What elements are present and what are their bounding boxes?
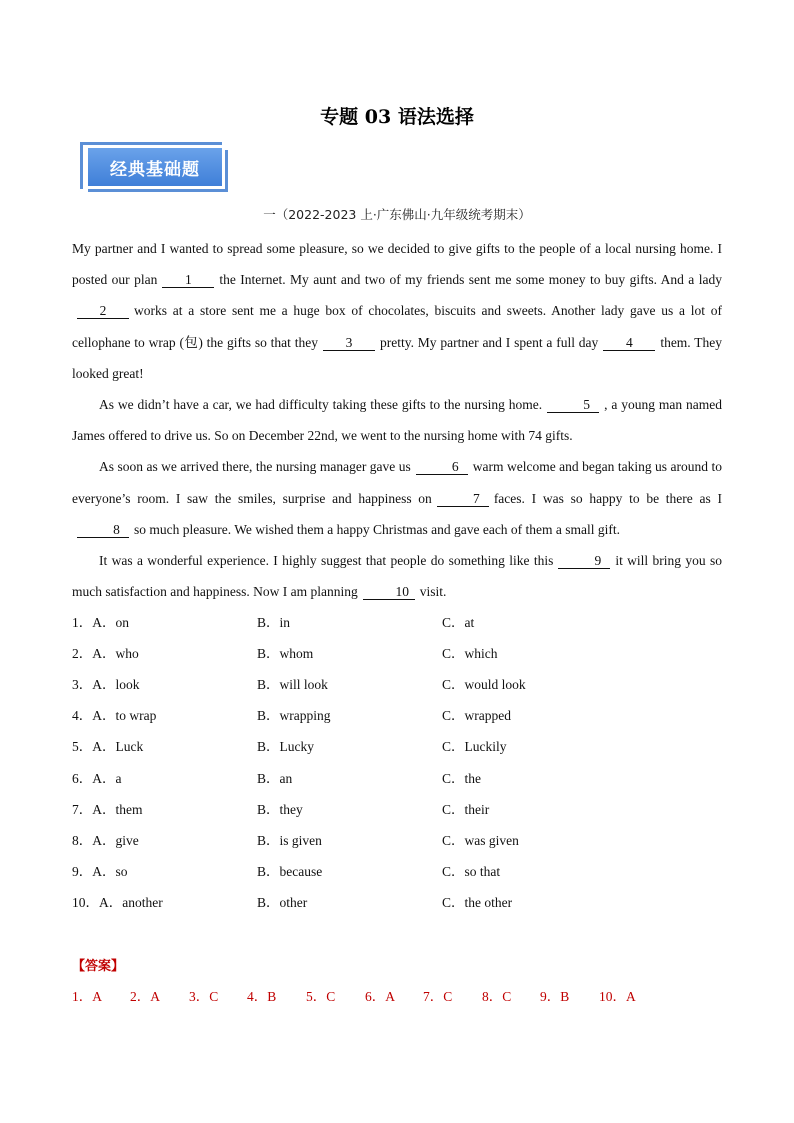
answer-item: 7．C — [423, 989, 453, 1004]
answer-item: 6．A — [365, 989, 395, 1004]
option-row-1 — [72, 605, 722, 636]
blank-5: 5 — [547, 398, 599, 413]
option-b: B．whom — [257, 645, 314, 661]
option-row-9 — [72, 855, 722, 886]
option-row-2 — [72, 636, 722, 667]
option-row-4 — [72, 699, 722, 730]
paragraph-4 — [72, 545, 722, 607]
paragraph-1 — [72, 233, 722, 389]
answer-item: 2．A — [130, 989, 160, 1004]
blank-8: 8 — [77, 523, 129, 538]
badge-label: 经典基础题 — [88, 148, 222, 186]
blank-3: 3 — [323, 336, 375, 351]
passage-text: My partner and I wanted to spread some pleasure, so we decided to give gifts to the people of a local nursing home. I posted our plan — [72, 241, 722, 288]
option-c: C．the other — [442, 895, 513, 911]
passage-text: it will bring you so much satisfaction and happiness. Now I am planning — [72, 553, 722, 600]
option-row-6 — [72, 761, 722, 792]
option-c: C．was given — [442, 832, 519, 848]
blank-9: 9 — [558, 554, 610, 569]
passage-text: , a young man named James offered to drive us. So on December 22nd, we went to the nursing home with 74 gifts. — [72, 397, 722, 444]
option-c: C．wrapped — [442, 708, 511, 724]
option-c: C．their — [442, 801, 490, 817]
paragraph-3 — [72, 451, 722, 545]
option-a: 2．A．who — [72, 645, 139, 661]
passage-text: As soon as we arrived there, the nursing manager gave us — [99, 459, 411, 475]
option-row-10 — [72, 886, 722, 917]
blank-6: 6 — [416, 460, 468, 475]
option-row-8 — [72, 823, 722, 854]
option-c: C．so that — [442, 864, 501, 880]
passage-text: As we didn’t have a car, we had difficulty taking these gifts to the nursing home. — [99, 397, 543, 413]
answer-item: 8．C — [482, 989, 512, 1004]
option-a: 5．A．Luck — [72, 739, 144, 755]
blank-7: 7 — [437, 492, 489, 507]
option-a: 3．A．look — [72, 676, 140, 692]
section-badge — [80, 142, 228, 192]
option-c: C．the — [442, 770, 481, 786]
option-row-7 — [72, 792, 722, 823]
passage-text: so much pleasure. We wished them a happy Christmas and gave each of them a small gift. — [134, 521, 621, 537]
blank-2: 2 — [77, 304, 129, 319]
option-b: B．an — [257, 770, 293, 786]
question-source: 一（2022-2023 上·广东佛山·九年级统考期末） — [263, 207, 531, 222]
passage-text: works at a store sent me a huge box of chocolates, biscuits and sweets. Another lady gave us a lot of cellophane to wrap (包) the gifts so that they — [72, 303, 722, 350]
passage-text: warm welcome and began taking us around to everyone’s room. I saw the smiles, surprise and happiness on — [72, 459, 722, 506]
option-a: 1．A．on — [72, 614, 129, 630]
option-b: B．in — [257, 614, 291, 630]
option-row-5 — [72, 730, 722, 761]
answer-item: 1．A — [72, 989, 102, 1004]
passage-text: visit. — [419, 584, 447, 600]
blank-1: 1 — [162, 273, 214, 288]
option-c: C．Luckily — [442, 739, 507, 755]
option-b: B．they — [257, 801, 303, 817]
option-c: C．at — [442, 614, 475, 630]
option-a: 10．A．another — [72, 895, 163, 911]
answer-item: 9．B — [540, 989, 570, 1004]
option-b: B．Lucky — [257, 739, 314, 755]
option-c: C．would look — [442, 676, 526, 692]
passage-text: faces. I was so happy to be there as I — [493, 490, 722, 506]
passage-text: pretty. My partner and I spent a full day — [379, 334, 599, 350]
passage-text: the Internet. My aunt and two of my friends sent me some money to buy gifts. And a lady — [219, 272, 722, 288]
answer-label: 【答案】 — [72, 959, 125, 974]
option-a: 9．A．so — [72, 864, 128, 880]
option-b: B．other — [257, 895, 308, 911]
answer-item: 3．C — [189, 989, 219, 1004]
blank-4: 4 — [603, 336, 655, 351]
passage-text: It was a wonderful experience. I highly suggest that people do something like this — [99, 553, 554, 569]
option-a: 6．A．a — [72, 770, 122, 786]
paragraph-2 — [72, 389, 722, 451]
option-b: B．is given — [257, 832, 322, 848]
option-b: B．because — [257, 864, 323, 880]
answer-item: 10．A — [599, 989, 636, 1004]
options-list — [72, 605, 722, 917]
option-a: 7．A．them — [72, 801, 143, 817]
blank-10: 10 — [363, 585, 415, 600]
option-row-3 — [72, 667, 722, 698]
page-title: 专题 03 语法选择 — [320, 106, 474, 128]
option-b: B．will look — [257, 676, 328, 692]
option-c: C．which — [442, 645, 498, 661]
option-b: B．wrapping — [257, 708, 331, 724]
option-a: 8．A．give — [72, 832, 139, 848]
answer-item: 4．B — [247, 989, 277, 1004]
passage — [72, 233, 722, 607]
answer-key — [72, 985, 649, 1005]
answer-item: 5．C — [306, 989, 336, 1004]
option-a: 4．A．to wrap — [72, 708, 157, 724]
passage-text: them. They looked great! — [72, 334, 723, 381]
